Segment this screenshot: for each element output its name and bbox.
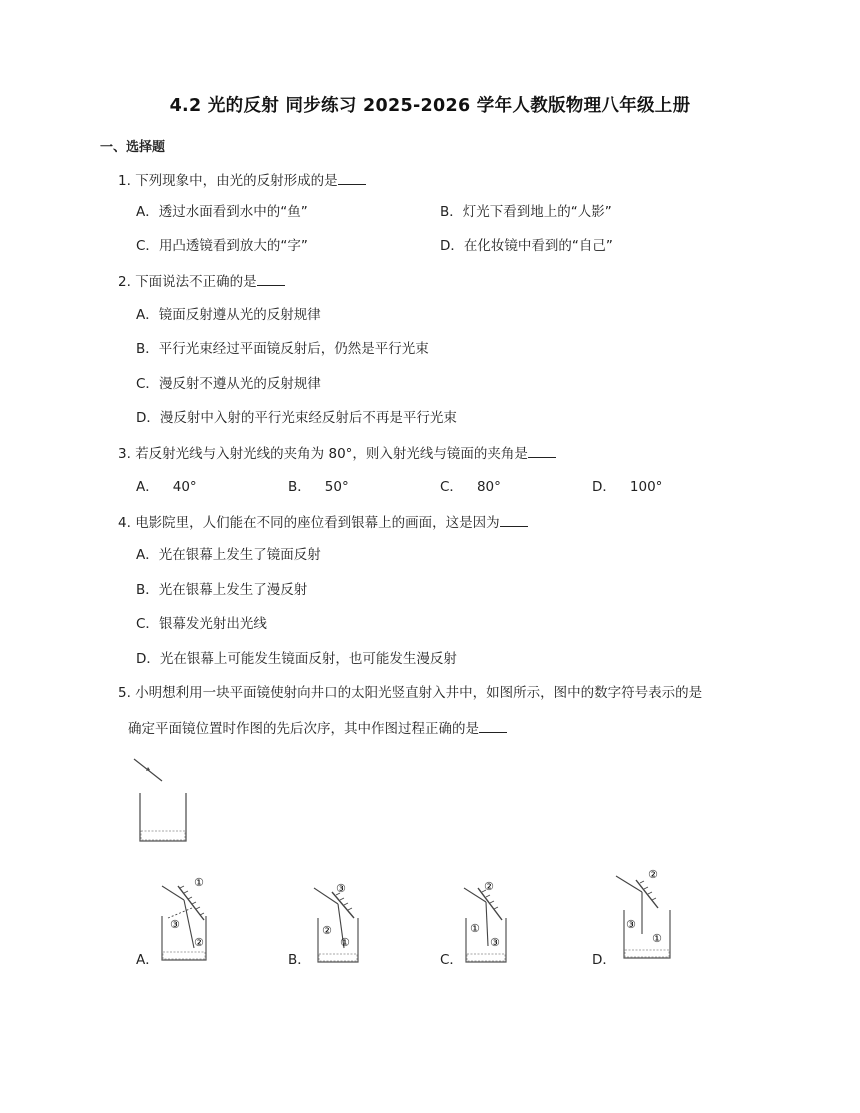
option-text: 光在银幕上可能发生镜面反射，也可能发生漫反射	[159, 651, 457, 667]
answer-blank	[500, 512, 528, 527]
option-4d[interactable]	[136, 649, 457, 669]
option-text: 漫反射不遵从光的反射规律	[158, 376, 321, 392]
diagram-a	[158, 874, 216, 966]
option-letter: B．	[288, 952, 311, 968]
question-3	[118, 443, 556, 464]
step-label: ①	[470, 922, 480, 935]
question-number: 3.	[118, 446, 131, 462]
option-text: 灯光下看到地上的“人影”	[462, 204, 612, 220]
step-label: ③	[336, 882, 346, 895]
option-5b[interactable]	[288, 950, 311, 970]
question-text: 电影院里，人们能在不同的座位看到银幕上的画面，这是因为	[135, 515, 500, 531]
option-letter: A．	[136, 307, 159, 323]
option-letter: D．	[440, 238, 464, 254]
option-letter: C．	[136, 616, 159, 632]
question-5-line2	[128, 718, 507, 739]
option-3d[interactable]	[592, 477, 662, 497]
option-2a[interactable]	[136, 305, 321, 325]
option-text: 平行光束经过平面镜反射后，仍然是平行光束	[158, 341, 429, 357]
option-1d[interactable]	[440, 236, 613, 256]
section-heading: 一、选择题	[100, 140, 166, 155]
answer-blank	[528, 443, 556, 458]
option-3c[interactable]	[440, 477, 501, 497]
step-label: ①	[340, 936, 350, 949]
question-5	[118, 683, 702, 703]
step-label: ②	[484, 880, 494, 893]
option-2b[interactable]	[136, 339, 429, 359]
question-number: 5.	[118, 685, 131, 701]
option-letter: D．	[136, 651, 160, 667]
step-label: ①	[652, 932, 662, 945]
option-letter: A．	[136, 952, 159, 968]
diagram-d	[612, 864, 676, 964]
option-text: 50°	[324, 479, 349, 495]
option-text: 40°	[172, 479, 197, 495]
option-text: 100°	[629, 479, 663, 495]
question-number: 4.	[118, 515, 131, 531]
option-3a[interactable]	[136, 477, 197, 497]
step-label: ①	[194, 876, 204, 889]
well-water	[141, 831, 185, 840]
option-1a[interactable]	[136, 202, 308, 222]
question-4	[118, 512, 528, 533]
option-text: 漫反射中入射的平行光束经反射后不再是平行光束	[159, 410, 457, 426]
option-text: 用凸透镜看到放大的“字”	[158, 238, 308, 254]
step-label: ②	[648, 868, 658, 881]
option-1b[interactable]	[440, 202, 612, 222]
question-text: 下列现象中，由光的反射形成的是	[135, 173, 338, 189]
option-letter: D．	[136, 410, 160, 426]
question-text: 若反射光线与入射光线的夹角为 80°，则入射光线与镜面的夹角是	[135, 446, 528, 462]
question-number: 2.	[118, 274, 131, 290]
option-letter: D．	[592, 952, 616, 968]
answer-blank	[338, 170, 366, 185]
answer-blank	[479, 718, 507, 733]
option-text: 透过水面看到水中的“鱼”	[158, 204, 308, 220]
well-figure	[128, 755, 198, 847]
option-letter: D．	[592, 479, 616, 495]
option-text: 在化妆镜中看到的“自己”	[463, 238, 613, 254]
option-letter: C．	[440, 952, 463, 968]
option-text: 银幕发光射出光线	[158, 616, 267, 632]
option-3b[interactable]	[288, 477, 349, 497]
question-text-line1: 小明想利用一块平面镜使射向井口的太阳光竖直射入井中，如图所示，图中的数字符号表示的是	[135, 685, 703, 701]
option-text: 镜面反射遵从光的反射规律	[158, 307, 321, 323]
answer-blank	[257, 271, 285, 286]
option-letter: C．	[440, 479, 463, 495]
option-4c[interactable]	[136, 614, 267, 634]
step-label: ②	[194, 936, 204, 949]
question-2	[118, 271, 285, 292]
option-4a[interactable]	[136, 545, 321, 565]
diagram-b	[310, 878, 368, 968]
question-text: 下面说法不正确的是	[135, 274, 257, 290]
option-2c[interactable]	[136, 374, 321, 394]
option-letter: B．	[440, 204, 463, 220]
option-letter: B．	[288, 479, 311, 495]
option-5a[interactable]	[136, 950, 159, 970]
question-text-line2: 确定平面镜位置时作图的先后次序，其中作图过程正确的是	[128, 721, 479, 737]
option-1c[interactable]	[136, 236, 308, 256]
step-label: ③	[170, 918, 180, 931]
option-letter: B．	[136, 582, 159, 598]
option-4b[interactable]	[136, 580, 307, 600]
step-label: ③	[626, 918, 636, 931]
option-2d[interactable]	[136, 408, 457, 428]
option-letter: A．	[136, 479, 159, 495]
diagram-c	[460, 876, 518, 968]
option-text: 光在银幕上发生了镜面反射	[158, 547, 321, 563]
option-letter: C．	[136, 376, 159, 392]
step-label: ③	[490, 936, 500, 949]
page-title: 4.2 光的反射 同步练习 2025-2026 学年人教版物理八年级上册	[169, 96, 691, 116]
option-letter: A．	[136, 204, 159, 220]
option-letter: C．	[136, 238, 159, 254]
option-text: 光在银幕上发生了漫反射	[158, 582, 308, 598]
question-number: 1.	[118, 173, 131, 189]
question-1	[118, 170, 366, 191]
option-letter: A．	[136, 547, 159, 563]
step-label: ②	[322, 924, 332, 937]
option-letter: B．	[136, 341, 159, 357]
option-text: 80°	[476, 479, 501, 495]
well-walls	[140, 793, 186, 841]
